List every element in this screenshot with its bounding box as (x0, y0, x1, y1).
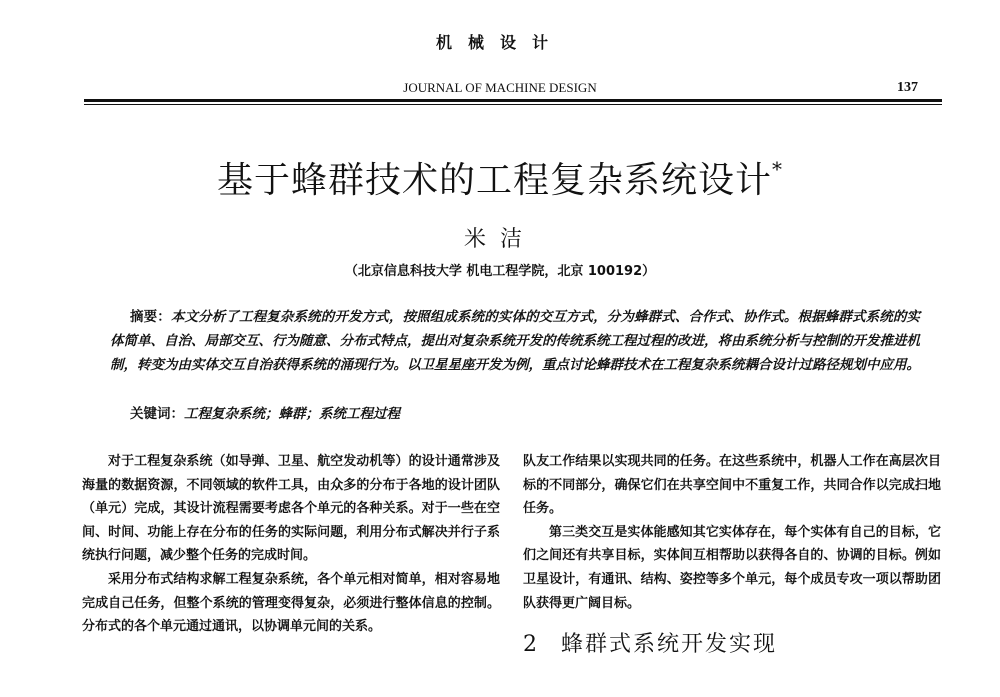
article-title-text: 基于蜂群技术的工程复杂系统设计 (216, 160, 772, 201)
abstract-text: 本文分析了工程复杂系统的开发方式，按照组成系统的实体的交互方式，分为蜂群式、合作式、协作式。根据蜂群式系统的实体简单、自治、局部交互、行为随意、分布式特点，提出对复杂系统开发的传统系统工程过程的改进，将由系统分析与控制的开发推进机制，转变为由实体交互自治获得系统的涌现行为。以卫星星座开发为例，重点讨论蜂群技术在工程复杂系统耦合设计过路径规划中应用。 (110, 309, 921, 373)
body-left-column (82, 450, 500, 639)
right-paragraph-2: 第三类交互是实体能感知其它实体存在，每个实体有自己的目标，它们之间还有共享目标，实体间互相帮助以获得各自的、协调的目标。例如卫星设计，有通讯、结构、姿控等多个单元，每个成员专攻一项以帮助团队获得更广阔目标。 (523, 524, 941, 611)
journal-chinese-title: 机械设计 (435, 33, 564, 52)
keywords-label: 关键词： (130, 406, 184, 422)
section-heading (523, 633, 941, 657)
abstract-label: 摘要： (130, 309, 171, 325)
section-number: 2 (523, 632, 539, 658)
header-rule-thin (84, 104, 942, 105)
title-footnote-mark: * (772, 157, 783, 181)
header-rule-thick (84, 99, 942, 102)
section-title: 蜂群式系统开发实现 (561, 632, 778, 658)
article-title (0, 152, 1000, 203)
author-affiliation: （北京信息科技大学 机电工程学院，北京 100192） (344, 264, 656, 279)
keywords (130, 402, 400, 422)
left-paragraph-1: 对于工程复杂系统（如导弹、卫星、航空发动机等）的设计通常涉及海量的数据资源，不同领域的软件工具，由众多的分布于各地的设计团队（单元）完成，其设计流程需要考虑各个单元的各种关系。对于一些在空间、时间、功能上存在分布的任务的实际问题，利用分布式解决并行子系统执行问题，减少整个任务的完成时间。 (82, 454, 500, 564)
body-right-column (523, 450, 941, 657)
author-name: 米洁 (463, 227, 536, 252)
journal-english-title: JOURNAL OF MACHINE DESIGN (403, 80, 597, 95)
abstract (110, 305, 920, 377)
page-number: 137 (897, 80, 918, 95)
keywords-text: 工程复杂系统；蜂群；系统工程过程 (184, 406, 400, 422)
left-paragraph-2: 采用分布式结构求解工程复杂系统，各个单元相对简单，相对容易地完成自己任务，但整个系统的管理变得复杂，必须进行整体信息的控制。分布式的各个单元通过通讯，以协调单元间的关系。 (82, 571, 500, 635)
right-paragraph-1: 队友工作结果以实现共同的任务。在这些系统中，机器人工作在高层次目标的不同部分，确保它们在共享空间中不重复工作，共同合作以完成扫地任务。 (523, 454, 941, 517)
